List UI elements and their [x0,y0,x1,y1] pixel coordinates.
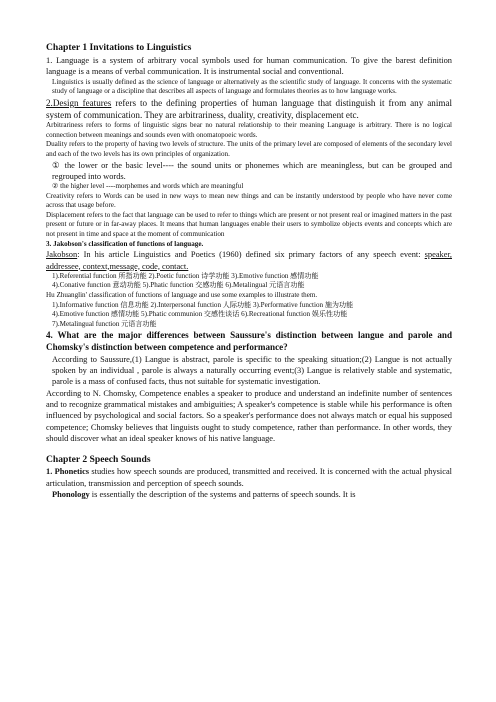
paragraph-arbitrariness: Arbitrariness refers to forms of linguistic signs bear no natural relationship to their meaning Language is arbitrary. There is no logical connection between meanings and sounds even with onomatopoeic words. [46,121,452,139]
paragraph-linguistics-definition: Linguistics is usually defined as the science of language or alternatively as the scientific study of language. It concerns with the systematic study of language or a discipline that describes all aspects of language and formulates theories as to how language works. [52,77,452,96]
list-hu-functions-2: 4).Emotive function 感情功能 5).Phatic communion 交感性谈话 6).Recreational function 娱乐性功能 [52,310,348,319]
phonology-text: is essentially the description of the systems and patterns of speech sounds. It is [89,490,356,500]
chapter-1-title: Chapter 1 Invitations to Linguistics [46,42,192,53]
design-features-text: refers to the defining properties of human language that distinguish it from any animal system of communication. They are arbitrariness, duality, creativity, displacement etc. [46,97,453,121]
paragraph-jakobson [46,249,452,272]
section-gap [46,445,452,452]
phonology-label: Phonology [52,490,90,500]
list-hu-functions-1: 1).Informative function 信息功能 2).Interpersonal function 人际功能 3).Performative function 施为功能 [52,300,354,309]
paragraph-duality: Duality refers to the property of having two levels of structure. The units of the primary level are composed of elements of the secondary level and each of the two levels has its own principles of organization. [46,140,452,158]
paragraph-hu-zhuanglin: Hu Zhuanglin' classification of functions of language and use some examples to illustrate them. [46,290,318,299]
phonetics-text: studies how speech sounds are produced, transmitted and received. It is concerned with the actual physical articulation, transmission and perception of speech sounds. [46,467,452,488]
paragraph-higher-level: ② the higher level ----morphemes and words which are meaningful [52,182,244,191]
document-body [46,40,452,500]
jakobson-name: Jakobson [46,250,78,260]
heading-saussure-chomsky: 4. What are the major differences between Saussure's distinction between langue and parole and Chomsky's distinction between competence and performance? [46,330,452,353]
list-jakobson-functions-1: 1).Referential function 所指功能 2).Poetic function 诗学功能 3).Emotive function 感情功能 [52,271,319,280]
paragraph-language-definition: 1. Language is a system of arbitrary vocal symbols used for human communication. To give the barest definition language is a means of verbal communication. It is instrumental social and conventional. [46,55,452,77]
jakobson-text: : In his article Linguistics and Poetics (1960) defined six primary factors of any speech event: [77,250,425,260]
paragraph-design-features [46,97,452,122]
list-jakobson-functions-2: 4).Conative function 意动功能 5).Phatic function 交感功能 6).Metalingual 元语言功能 [52,281,305,290]
paragraph-creativity: Creativity refers to Words can be used in new ways to mean new things and can be instantly understood by people who have never come across that usage before. [46,191,452,210]
paragraph-saussure: According to Saussure,(1) Langue is abstract, parole is specific to the speaking situation;(2) Langue is not actually spoken by an individual , parole is always a naturally occurring event;(3) Langue is relatively stable and systematic, parole is a mass of confused facts, thus not suitable for systematic investigation. [52,354,452,387]
paragraph-phonology [46,489,452,500]
paragraph-chomsky: According to N. Chomsky, Competence enables a speaker to produce and understand an indefinite number of sentences and to recognize grammatical mistakes and ambiguities; A speaker's competence is stable while his performance is often influenced by psychological and social factors. So a speaker's performance does not always match or equal his supposed competence; Chomsky believes that linguists ought to study competence, rather than performance. In other words, they should discover what an ideal speaker knows of his native language. [46,388,452,444]
phonetics-label: 1. Phonetics [46,467,90,477]
paragraph-displacement: Displacement refers to the fact that language can be used to refer to things which are present or not present real or imagined matters in the past present or future or in far-away places. It means that human languages enable their users to symbolize objects events and concepts which are not present in time and space at the moment of communication [46,210,452,239]
jakobson-terms: speaker, addressee, context,message, code, contact. [46,250,452,271]
paragraph-phonetics [46,466,452,489]
chapter-2-title: Chapter 2 Speech Sounds [46,453,151,465]
paragraph-lower-level: ① the lower or the basic level---- the sound units or phonemes which are meaningless, but can be grouped and regrouped into words. [52,160,452,181]
design-features-label: 2.Design features [46,97,112,108]
list-hu-functions-3: 7).Metalingual function 元语言功能 [52,319,157,328]
heading-jakobson-classification: 3. Jakobson's classification of functions of language. [46,239,204,248]
